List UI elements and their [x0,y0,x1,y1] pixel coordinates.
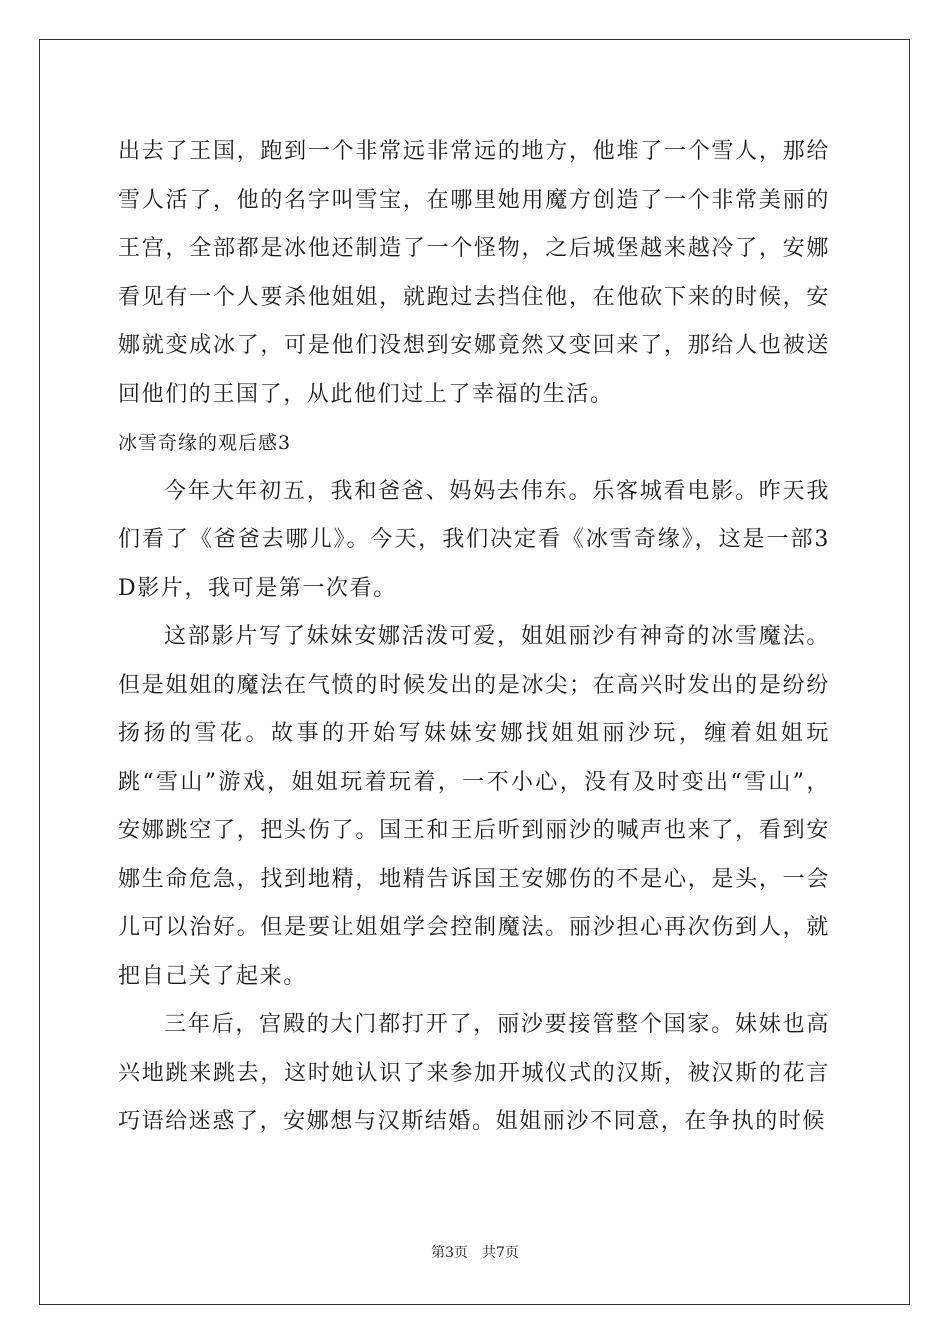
document-body [118,128,830,1147]
section-title: 冰雪奇缘的观后感3 [118,432,292,454]
page-footer [0,1242,950,1262]
paragraph-three-years: 三年后，宫殿的大门都打开了，丽沙要接管整个国家。妹妹也高兴地跳来跳去，这时她认识了来参加开城仪式的汉斯，被汉斯的花言巧语给迷惑了，安娜想与汉斯结婚。姐姐丽沙不同意，在争执的时候 [118,1012,830,1134]
paragraph-story: 这部影片写了妹妹安娜活泼可爱，姐姐丽沙有神奇的冰雪魔法。但是姐姐的魔法在气愤的时候发出的是冰尖；在高兴时发出的是纷纷扬扬的雪花。故事的开始写妹妹安娜找姐姐丽沙玩，缠着姐姐玩跳“雪山”游戏，姐姐玩着玩着，一不小心，没有及时变出“雪山”，安娜跳空了，把头伤了。国王和王后听到丽沙的喊声也来了，看到安娜生命危急，找到地精，地精告诉国王安娜伤的不是心，是头，一会儿可以治好。但是要让姐姐学会控制魔法。丽沙担心再次伤到人，就把自己关了起来。 [118,624,830,989]
page-total: 共7页 [482,1245,519,1261]
paragraph-continued: 出去了王国，跑到一个非常远非常远的地方，他堆了一个雪人，那给雪人活了，他的名字叫雪宝，在哪里她用魔方创造了一个非常美丽的王宫，全部都是冰他还制造了一个怪物，之后城堡越来越冷了，安娜看见有一个人要杀他姐姐，就跑过去挡住他，在他砍下来的时候，安娜就变成冰了，可是他们没想到安娜竟然又变回来了，那给人也被送回他们的王国了，从此他们过上了幸福的生活。 [118,139,830,407]
paragraph-intro: 今年大年初五，我和爸爸、妈妈去伟东。乐客城看电影。昨天我们看了《爸爸去哪儿》。今天，我们决定看《冰雪奇缘》，这是一部3D影片，我可是第一次看。 [118,478,830,601]
page-number: 第3页 [431,1245,468,1261]
